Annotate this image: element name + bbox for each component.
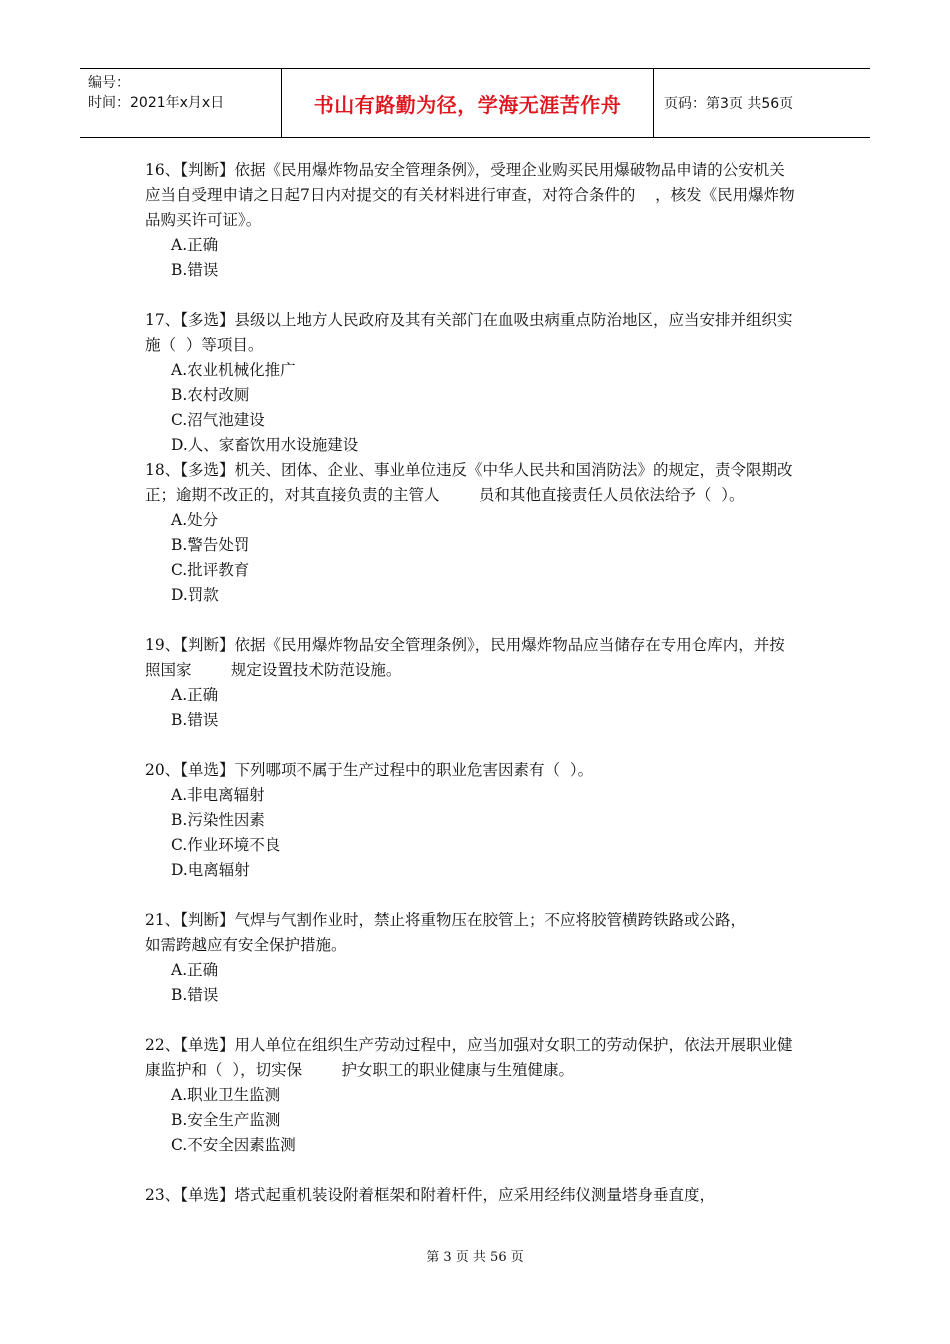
question-stem: 22、【单选】用人单位在组织生产劳动过程中，应当加强对女职工的劳动保护，依法开展职业健康监护和（ ），切实保 护女职工的职业健康与生殖健康。 xyxy=(145,1036,793,1079)
question-19 xyxy=(145,633,797,733)
option-a: A.正确 xyxy=(171,686,219,704)
question-stem: 23、【单选】塔式起重机装设附着框架和附着杆件，应采用经纬仪测量塔身垂直度， xyxy=(145,1186,715,1204)
time-label: 时间：2021年x月x日 xyxy=(88,95,225,111)
option-c: C.作业环境不良 xyxy=(171,836,281,854)
header-motto: 书山有路勤为径，学海无涯苦作舟 xyxy=(313,92,622,117)
header-meta xyxy=(80,69,282,137)
option-c: C.沼气池建设 xyxy=(171,411,265,429)
question-list xyxy=(145,158,797,1233)
option-a: A.处分 xyxy=(171,511,219,529)
question-21 xyxy=(145,908,797,1008)
question-18 xyxy=(145,458,797,608)
header-page-cell xyxy=(654,69,870,137)
option-a: A.正确 xyxy=(171,961,219,979)
number-label: 编号： xyxy=(88,75,130,91)
option-c: C.批评教育 xyxy=(171,561,250,579)
question-16 xyxy=(145,158,797,283)
option-d: D.罚款 xyxy=(171,586,219,604)
option-d: D.电离辐射 xyxy=(171,861,250,879)
question-20 xyxy=(145,758,797,883)
question-stem: 21、【判断】气焊与气割作业时，禁止将重物压在胶管上；不应将胶管横跨铁路或公路， 如需跨越应有安全保护措施。 xyxy=(145,911,786,954)
option-d: D.人、家畜饮用水设施建设 xyxy=(171,436,359,454)
option-b: B.安全生产监测 xyxy=(171,1111,281,1129)
question-17 xyxy=(145,308,797,458)
option-b: B.错误 xyxy=(171,261,219,279)
document-header xyxy=(80,68,870,138)
question-stem: 20、【单选】下列哪项不属于生产过程中的职业危害因素有（ ）。 xyxy=(145,761,594,779)
option-a: A.非电离辐射 xyxy=(171,786,265,804)
header-page-label: 页码：第3页 共56页 xyxy=(664,96,794,112)
question-23 xyxy=(145,1183,797,1208)
header-motto-cell xyxy=(282,69,654,137)
option-a: A.正确 xyxy=(171,236,219,254)
question-22 xyxy=(145,1033,797,1158)
option-b: B.错误 xyxy=(171,711,219,729)
option-c: C.不安全因素监测 xyxy=(171,1136,296,1154)
option-a: A.农业机械化推广 xyxy=(171,361,296,379)
option-b: B.农村改厕 xyxy=(171,386,250,404)
page-footer: 第 3 页 共 56 页 xyxy=(426,1250,524,1265)
option-b: B.污染性因素 xyxy=(171,811,265,829)
option-b: B.警告处罚 xyxy=(171,536,250,554)
option-b: B.错误 xyxy=(171,986,219,1004)
question-stem: 16、【判断】依据《民用爆炸物品安全管理条例》，受理企业购买民用爆破物品申请的公安机关应当自受理申请之日起7日内对提交的有关材料进行审查，对符合条件的 ，核发《民用爆炸物品购买许可证》。 xyxy=(145,161,795,229)
option-a: A.职业卫生监测 xyxy=(171,1086,281,1104)
question-stem: 19、【判断】依据《民用爆炸物品安全管理条例》，民用爆炸物品应当储存在专用仓库内，并按照国家 规定设置技术防范设施。 xyxy=(145,636,785,679)
question-stem: 18、【多选】机关、团体、企业、事业单位违反《中华人民共和国消防法》的规定，责令限期改正；逾期不改正的，对其直接负责的主管人 员和其他直接责任人员依法给予（ ）。 xyxy=(145,461,793,504)
question-stem: 17、【多选】县级以上地方人民政府及其有关部门在血吸虫病重点防治地区，应当安排并组织实施（ ）等项目。 xyxy=(145,311,793,354)
